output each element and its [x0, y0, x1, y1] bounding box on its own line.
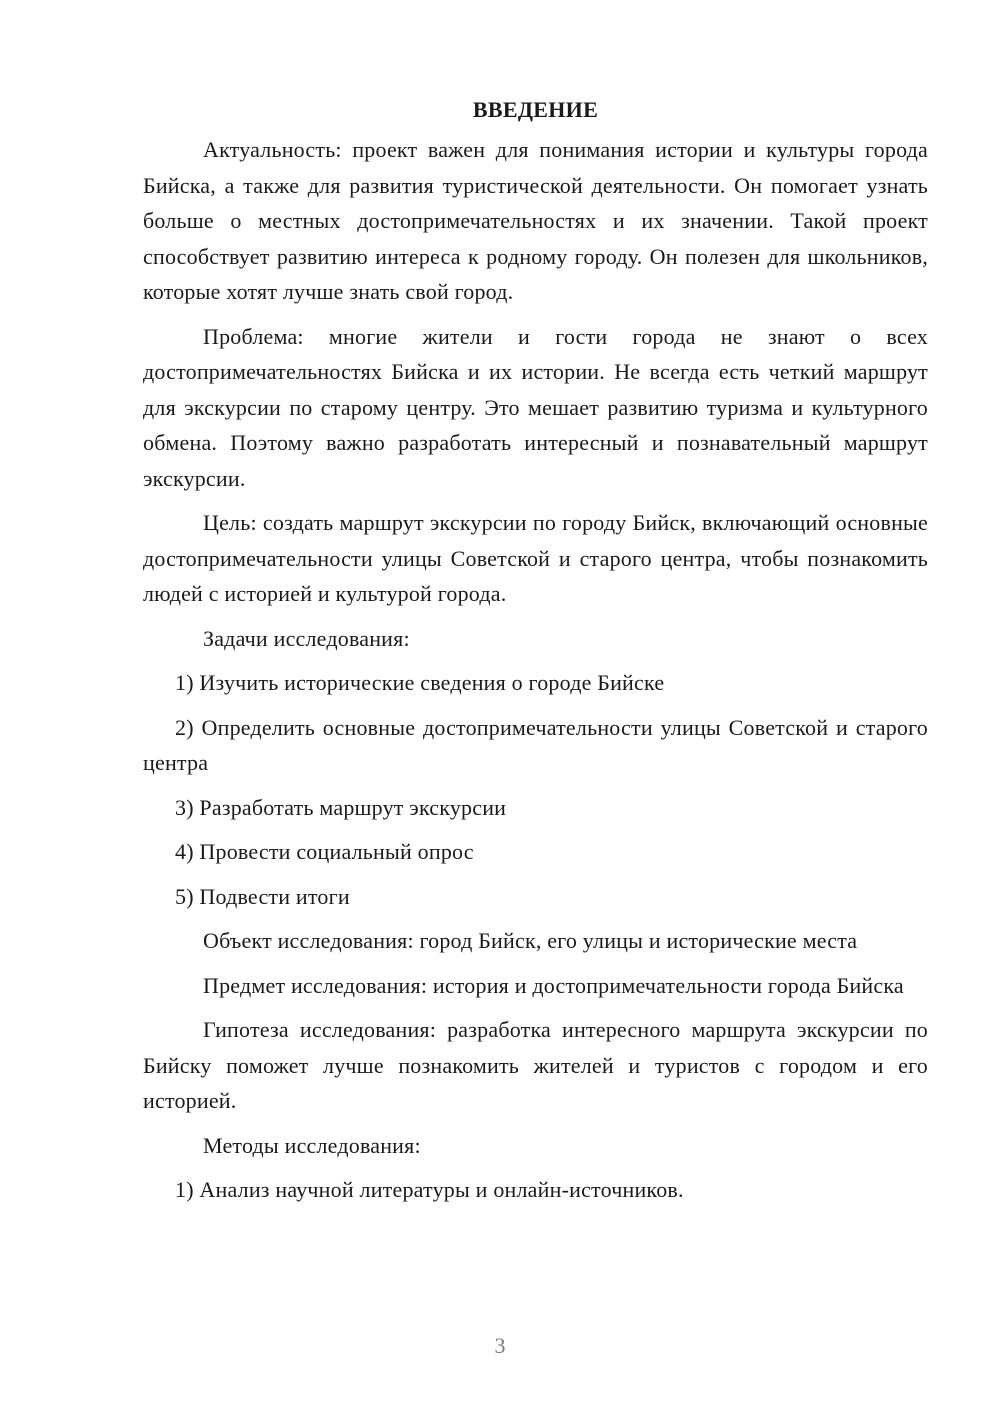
goal-paragraph: Цель: создать маршрут экскурсии по городу Бийск, включающий основные достопримечательности улицы Советской и старого центра, чтобы познакомить людей с историей и культурой города. [143, 510, 928, 606]
page-content [143, 92, 928, 1217]
hypothesis-paragraph: Гипотеза исследования: разработка интересного маршрута экскурсии по Бийску поможет лучше познакомить жителей и туристов с городом и его историей. [143, 1017, 928, 1113]
subject-paragraph: Предмет исследования: история и достопримечательности города Бийска [203, 972, 904, 998]
tasks-title: Задачи исследования: [203, 625, 410, 651]
section-heading: ВВЕДЕНИЕ [472, 97, 599, 122]
problem-paragraph: Проблема: многие жители и гости города не знают о всех достопримечательностях Бийска и их истории. Не всегда есть четкий маршрут для экскурсии по старому центру. Это мешает развитию туризма и культурного обмена. Поэтому важно разработать интересный и познавательный маршрут экскурсии. [143, 323, 928, 491]
task-item-2: 2) Определить основные достопримечательности улицы Советской и старого центра [143, 714, 928, 775]
task-item-1: 1) Изучить исторические сведения о городе Бийске [175, 670, 665, 695]
task-item-4: 4) Провести социальный опрос [175, 839, 474, 864]
object-paragraph: Объект исследования: город Бийск, его улицы и исторические места [203, 928, 858, 953]
task-item-3: 3) Разработать маршрут экскурсии [175, 794, 507, 820]
task-item-5: 5) Подвести итоги [175, 883, 350, 909]
relevance-paragraph: Актуальность: проект важен для понимания истории и культуры города Бийска, а также для развития туристической деятельности. Он помогает узнать больше о местных достопримечательностях и их значении. Такой проект способствует развитию интереса к родному городу. Он полезен для школьников, которые хотят лучше знать свой город. [143, 137, 928, 304]
page-number: 3 [494, 1333, 506, 1358]
method-item-1: 1) Анализ научной литературы и онлайн-источников. [175, 1177, 684, 1202]
methods-title: Методы исследования: [203, 1132, 421, 1158]
